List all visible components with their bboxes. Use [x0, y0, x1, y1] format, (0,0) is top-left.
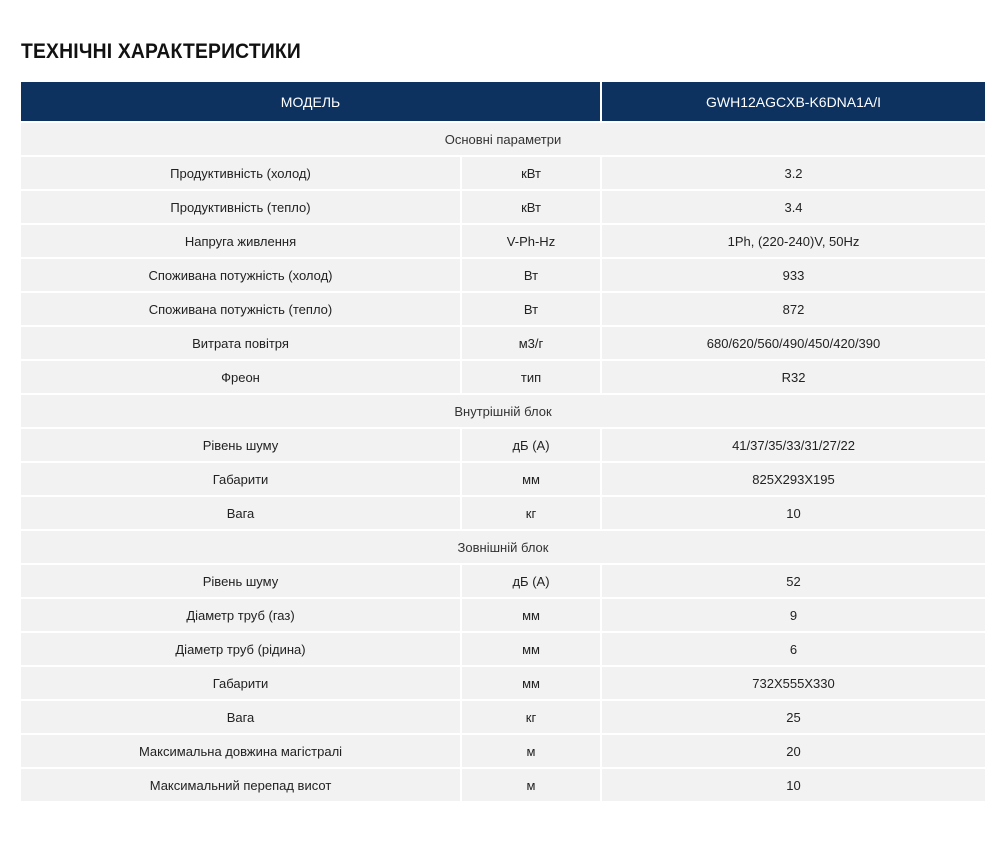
- unit-cell: мм: [461, 598, 601, 632]
- value-cell: 872: [601, 292, 985, 326]
- table-row: [21, 734, 985, 768]
- param-cell: Габарити: [21, 462, 461, 496]
- param-cell: Споживана потужність (холод): [21, 258, 461, 292]
- value-cell: 732X555X330: [601, 666, 985, 700]
- param-cell: Максимальна довжина магістралі: [21, 734, 461, 768]
- param-cell: Вага: [21, 700, 461, 734]
- param-cell: Максимальний перепад висот: [21, 768, 461, 802]
- value-cell: 41/37/35/33/31/27/22: [601, 428, 985, 462]
- table-row: [21, 156, 985, 190]
- value-cell: 10: [601, 496, 985, 530]
- unit-cell: кг: [461, 496, 601, 530]
- section-header-row: [21, 530, 985, 564]
- table-row: [21, 428, 985, 462]
- page-title: ТЕХНІЧНІ ХАРАКТЕРИСТИКИ: [21, 40, 301, 63]
- specs-table: [21, 82, 985, 803]
- param-cell: Рівень шуму: [21, 564, 461, 598]
- unit-cell: м3/г: [461, 326, 601, 360]
- table-row: [21, 700, 985, 734]
- unit-cell: V-Ph-Hz: [461, 224, 601, 258]
- value-cell: 6: [601, 632, 985, 666]
- unit-cell: мм: [461, 632, 601, 666]
- param-cell: Діаметр труб (газ): [21, 598, 461, 632]
- table-row: [21, 598, 985, 632]
- table-row: [21, 258, 985, 292]
- section-header-row: [21, 394, 985, 428]
- table-row: [21, 632, 985, 666]
- table-row: [21, 360, 985, 394]
- param-cell: Фреон: [21, 360, 461, 394]
- param-cell: Напруга живлення: [21, 224, 461, 258]
- value-cell: R32: [601, 360, 985, 394]
- unit-cell: м: [461, 734, 601, 768]
- param-cell: Витрата повітря: [21, 326, 461, 360]
- table-row: [21, 666, 985, 700]
- param-cell: Продуктивність (тепло): [21, 190, 461, 224]
- unit-cell: Вт: [461, 258, 601, 292]
- model-header-label: МОДЕЛЬ: [21, 82, 601, 122]
- table-row: [21, 190, 985, 224]
- section-title: Зовнішній блок: [21, 530, 985, 564]
- unit-cell: мм: [461, 666, 601, 700]
- specs-table-body: [21, 122, 985, 802]
- unit-cell: мм: [461, 462, 601, 496]
- unit-cell: дБ (А): [461, 428, 601, 462]
- value-cell: 825X293X195: [601, 462, 985, 496]
- section-header-row: [21, 122, 985, 156]
- value-cell: 933: [601, 258, 985, 292]
- model-header-value: GWH12AGCXB-K6DNA1A/I: [601, 82, 985, 122]
- unit-cell: Вт: [461, 292, 601, 326]
- table-header-row: [21, 82, 985, 122]
- table-row: [21, 326, 985, 360]
- unit-cell: дБ (А): [461, 564, 601, 598]
- unit-cell: кВт: [461, 156, 601, 190]
- table-row: [21, 768, 985, 802]
- param-cell: Діаметр труб (рідина): [21, 632, 461, 666]
- value-cell: 10: [601, 768, 985, 802]
- param-cell: Споживана потужність (тепло): [21, 292, 461, 326]
- section-title: Внутрішній блок: [21, 394, 985, 428]
- param-cell: Габарити: [21, 666, 461, 700]
- param-cell: Продуктивність (холод): [21, 156, 461, 190]
- table-row: [21, 224, 985, 258]
- section-title: Основні параметри: [21, 122, 985, 156]
- param-cell: Вага: [21, 496, 461, 530]
- unit-cell: кВт: [461, 190, 601, 224]
- value-cell: 9: [601, 598, 985, 632]
- param-cell: Рівень шуму: [21, 428, 461, 462]
- table-row: [21, 462, 985, 496]
- value-cell: 1Ph, (220-240)V, 50Hz: [601, 224, 985, 258]
- value-cell: 52: [601, 564, 985, 598]
- unit-cell: кг: [461, 700, 601, 734]
- table-row: [21, 564, 985, 598]
- value-cell: 3.4: [601, 190, 985, 224]
- value-cell: 680/620/560/490/450/420/390: [601, 326, 985, 360]
- table-row: [21, 292, 985, 326]
- value-cell: 20: [601, 734, 985, 768]
- value-cell: 25: [601, 700, 985, 734]
- value-cell: 3.2: [601, 156, 985, 190]
- unit-cell: тип: [461, 360, 601, 394]
- unit-cell: м: [461, 768, 601, 802]
- table-row: [21, 496, 985, 530]
